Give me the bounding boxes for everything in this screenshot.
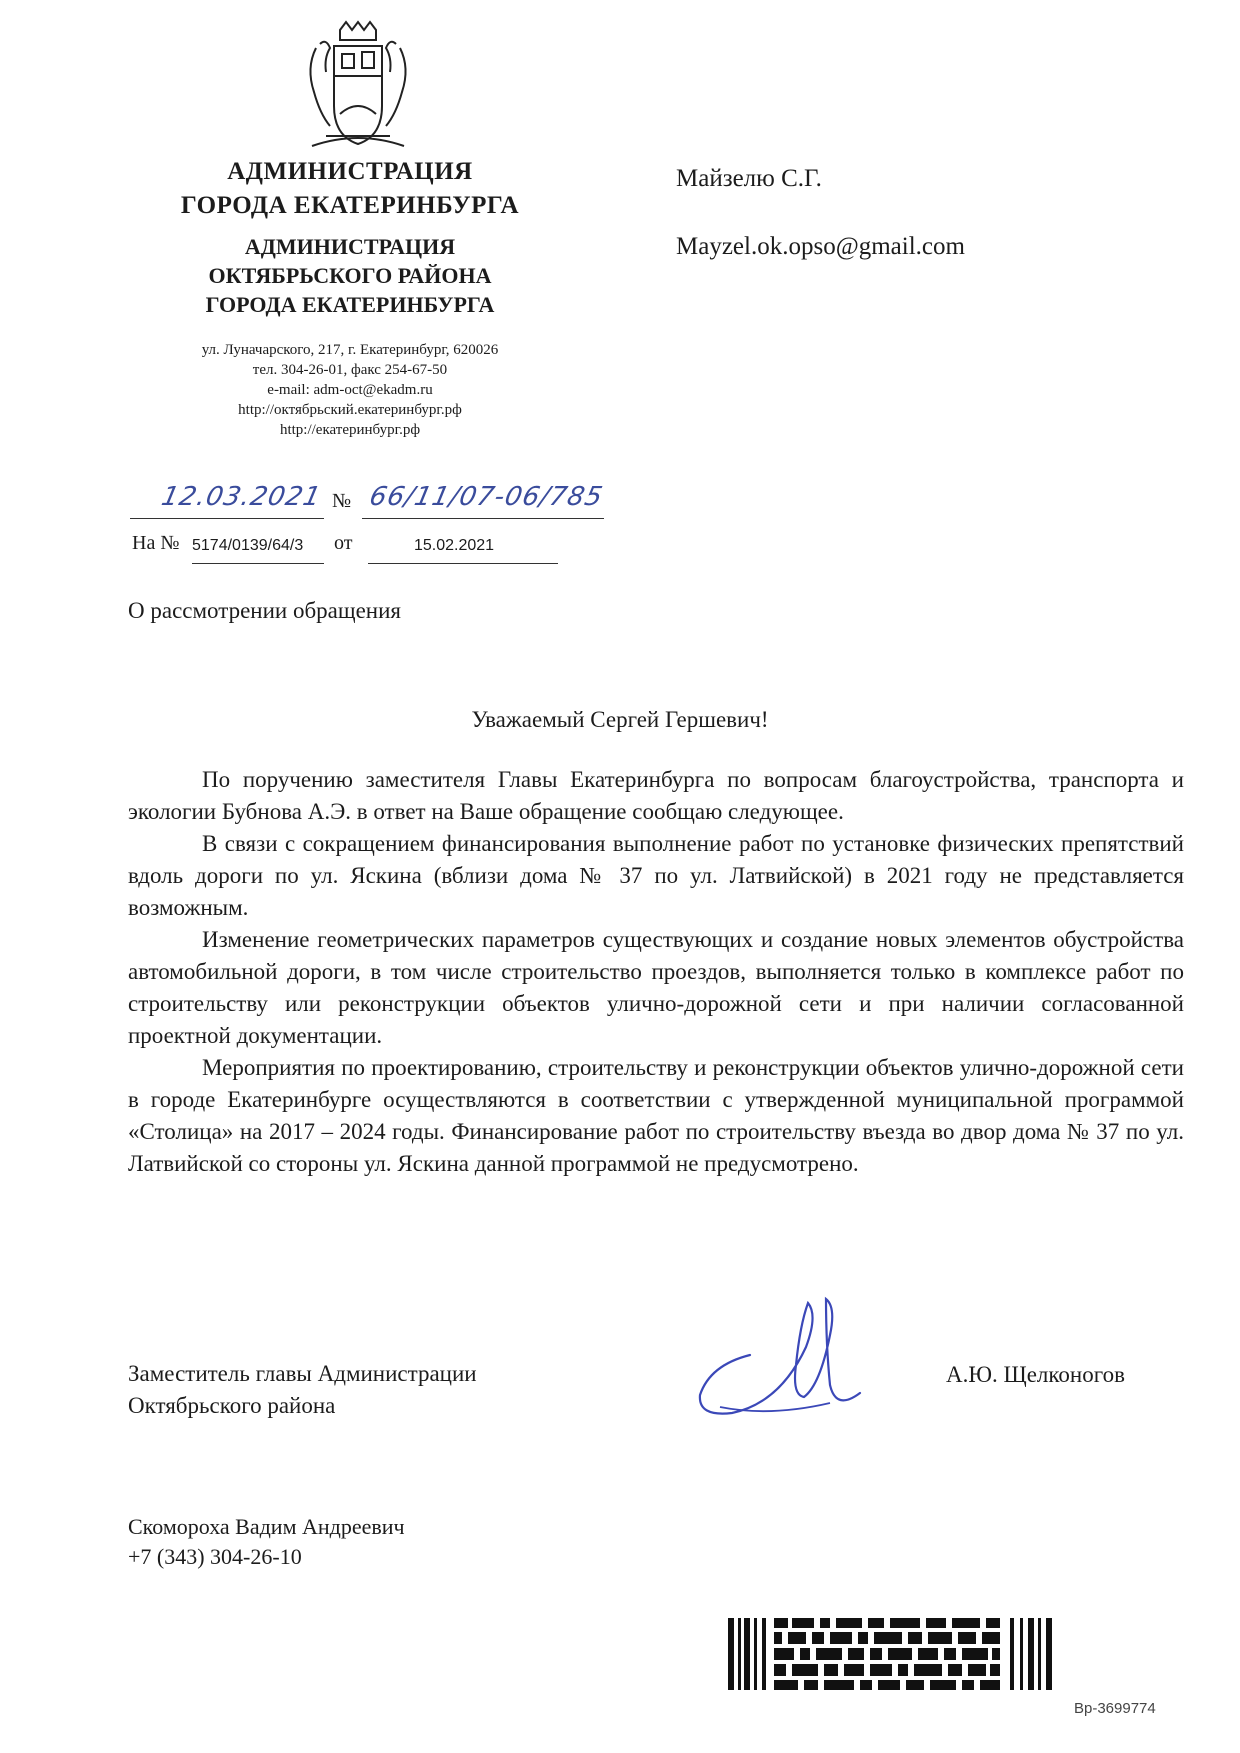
letter-body — [128, 764, 1184, 1180]
reg-date: 12.03.2021 — [158, 482, 325, 512]
reg-number-field — [362, 482, 604, 519]
coat-of-arms-icon — [296, 18, 420, 156]
contacts-block — [110, 340, 590, 440]
recipient-email: Mayzel.ok.opso@gmail.com — [676, 233, 965, 260]
ref-number: 5174/0139/64/3 — [192, 537, 304, 554]
recipient-name: Майзелю С.Г. — [676, 165, 822, 192]
document-code: Вр-3699774 — [1074, 1700, 1156, 1717]
executor-name: Скомороха Вадим Андреевич — [128, 1514, 405, 1539]
suborg-name: АДМИНИСТРАЦИЯ — [244, 234, 456, 259]
signer-position-line2: Октябрьского района — [128, 1393, 336, 1418]
ref-date-field — [368, 533, 558, 564]
body-paragraph: Изменение геометрических параметров существующих и создание новых элементов обустройства автомобильной дороги, в том числе строительство проездов, выполняется только в комплексе работ по строительству или реконструкции объектов улично-дорожной сети и при наличии согласованной проектной документации. — [128, 927, 1184, 1048]
reg-number: 66/11/07-06/785 — [366, 482, 606, 512]
ref-from-label: от — [334, 532, 353, 554]
site-link-2: http://екатеринбург.рф — [279, 422, 421, 438]
reg-date-field — [130, 482, 324, 519]
signer-position — [128, 1358, 477, 1422]
site-link-1: http://октябрьский.екатеринбург.рф — [238, 402, 462, 418]
suborg-district: ОКТЯБРЬСКОГО РАЙОНА — [208, 263, 492, 288]
org-city: ГОРОДА ЕКАТЕРИНБУРГА — [180, 192, 520, 219]
org-name: АДМИНИСТРАЦИЯ — [227, 158, 473, 185]
ref-label: На № — [132, 532, 180, 554]
org-email: e-mail: adm-oct@ekadm.ru — [267, 382, 433, 398]
handwritten-signature-icon — [680, 1285, 880, 1430]
executor-phone: +7 (343) 304-26-10 — [128, 1544, 302, 1569]
barcode-icon — [728, 1618, 1058, 1690]
phone-fax: тел. 304-26-01, факс 254-67-50 — [252, 362, 448, 378]
executor-block — [128, 1512, 405, 1572]
signer-position-line1: Заместитель главы Администрации — [128, 1361, 477, 1386]
suborg-city: ГОРОДА ЕКАТЕРИНБУРГА — [205, 292, 495, 317]
body-paragraph: В связи с сокращением финансирования выполнение работ по установке физических препятствий вдоль дороги по ул. Яскина (вблизи дома № 37 по ул. Латвийской) в 2021 году не представляется возможным. — [128, 831, 1184, 920]
ref-number-field — [192, 533, 324, 564]
signer-name: А.Ю. Щелконогов — [946, 1362, 1125, 1387]
address: ул. Луначарского, 217, г. Екатеринбург, 620026 — [201, 342, 499, 358]
greeting: Уважаемый Сергей Гершевич! — [471, 707, 769, 732]
reg-number-label: № — [332, 490, 352, 512]
body-paragraph: Мероприятия по проектированию, строительству и реконструкции объектов улично-дорожной сети в городе Екатеринбурге осуществляются в соответствии с утвержденной муниципальной программой «Столица» на 2017 – 2024 годы. Финансирование работ по строительству въезда во двор дома № 37 по ул. Латвийской со стороны ул. Яскина данной программой не предусмотрено. — [128, 1055, 1184, 1176]
ref-date: 15.02.2021 — [414, 537, 495, 554]
letter-subject: О рассмотрении обращения — [128, 598, 401, 623]
body-paragraph: По поручению заместителя Главы Екатеринбурга по вопросам благоустройства, транспорта и экологии Бубнова А.Э. в ответ на Ваше обращение сообщаю следующее. — [128, 767, 1184, 824]
